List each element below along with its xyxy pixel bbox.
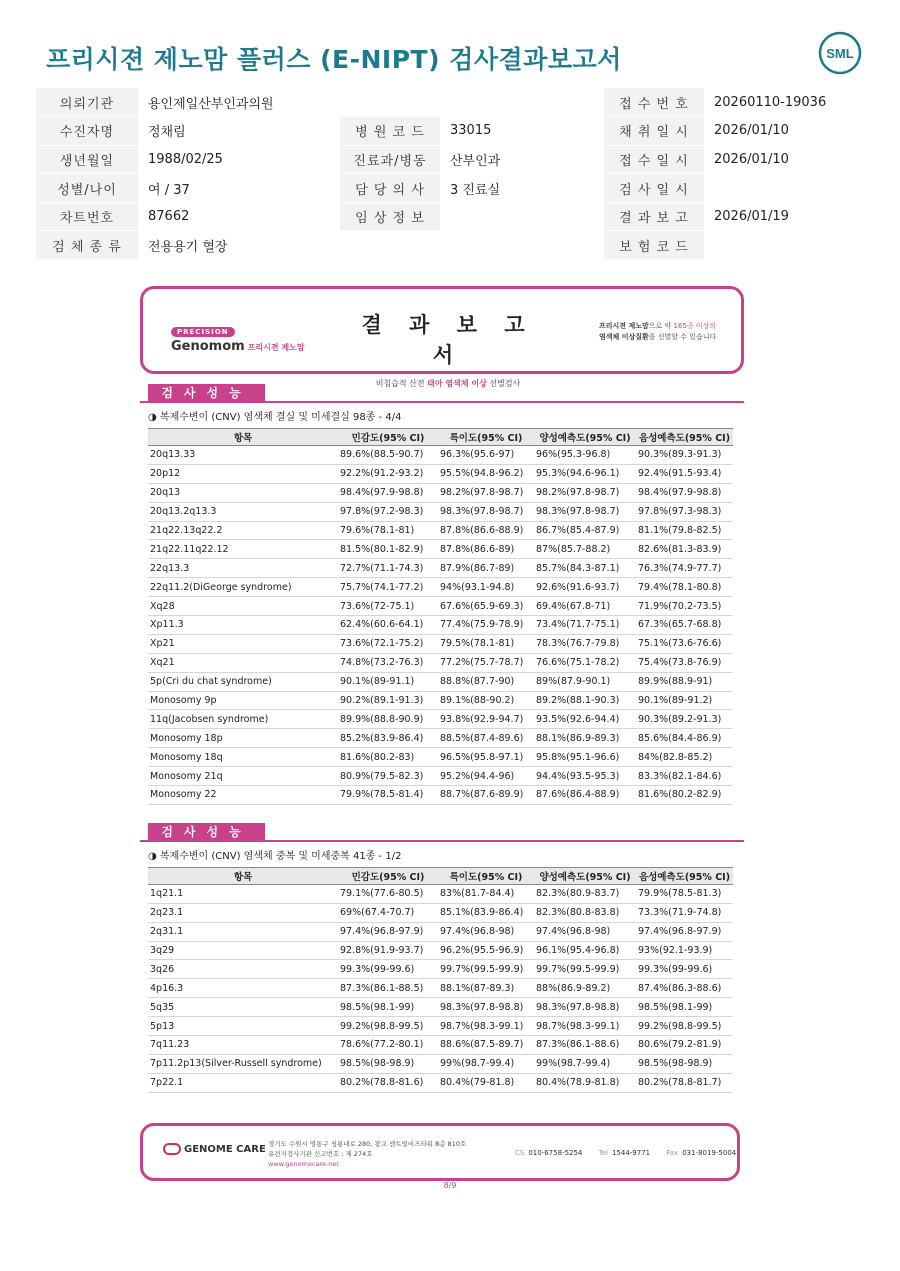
metric-value: 90.2%(89.1-91.3) — [338, 691, 438, 710]
metric-value: 95.2%(94.4-96) — [438, 767, 534, 786]
metric-value: 95.3%(94.6-96.1) — [534, 464, 636, 483]
column-header: 양성예측도(95% CI) — [534, 867, 636, 884]
metric-value: 88.7%(87.6-89.9) — [438, 786, 534, 805]
info-label — [340, 231, 440, 260]
metric-value: 88.1%(87-89.3) — [438, 979, 534, 998]
info-label: 수진자명 — [36, 117, 138, 146]
item-name: Monosomy 21q — [148, 767, 338, 786]
metric-value: 97.8%(97.3-98.3) — [636, 502, 733, 521]
table-row — [148, 691, 733, 710]
metric-value: 82.3%(80.8-83.8) — [534, 903, 636, 922]
metric-value: 79.9%(78.5-81.3) — [636, 884, 733, 903]
metric-value: 95.8%(95.1-96.6) — [534, 748, 636, 767]
metric-value: 98.5%(98-98.9) — [636, 1054, 733, 1073]
metric-value: 99%(98.7-99.4) — [438, 1054, 534, 1073]
metric-value: 85.2%(83.9-86.4) — [338, 729, 438, 748]
patient-info-table — [36, 88, 864, 260]
performance-table-duplication — [148, 867, 733, 1093]
footer — [140, 1123, 740, 1181]
table-row — [148, 559, 733, 578]
section-subtitle: ◑ 복제수변이 (CNV) 염색체 결실 및 미세결실 98종 - 4/4 — [148, 412, 402, 423]
info-row — [36, 202, 864, 231]
item-name: Xq21 — [148, 653, 338, 672]
genomom-brand — [171, 319, 305, 354]
info-label: 담 당 의 사 — [340, 174, 440, 203]
metric-value: 78.3%(76.7-79.8) — [534, 634, 636, 653]
metric-value: 94%(93.1-94.8) — [438, 578, 534, 597]
info-value — [704, 231, 864, 260]
precision-pill: PRECISION — [171, 327, 235, 337]
metric-value: 69.4%(67.8-71) — [534, 597, 636, 616]
info-value: 전용용기 혈장 — [138, 231, 340, 260]
item-name: Xq28 — [148, 597, 338, 616]
metric-value: 73.3%(71.9-74.8) — [636, 903, 733, 922]
sml-logo-icon — [818, 31, 862, 75]
item-name: 22q13.3 — [148, 559, 338, 578]
metric-value: 69%(67.4-70.7) — [338, 903, 438, 922]
item-name: 1q21.1 — [148, 884, 338, 903]
column-header: 음성예측도(95% CI) — [636, 867, 733, 884]
info-value: 산부인과 — [440, 145, 604, 174]
metric-value: 99.3%(99-99.6) — [338, 960, 438, 979]
metric-value: 98.5%(98.1-99) — [636, 998, 733, 1017]
metric-value: 79.5%(78.1-81) — [438, 634, 534, 653]
info-label: 생년월일 — [36, 145, 138, 174]
metric-value: 98.3%(97.8-98.7) — [534, 502, 636, 521]
metric-value: 85.7%(84.3-87.1) — [534, 559, 636, 578]
item-name: 20p12 — [148, 464, 338, 483]
metric-value: 99%(98.7-99.4) — [534, 1054, 636, 1073]
table-row — [148, 597, 733, 616]
metric-value: 98.3%(97.8-98.7) — [438, 502, 534, 521]
item-name: 22q11.2(DiGeorge syndrome) — [148, 578, 338, 597]
metric-value: 86.7%(85.4-87.9) — [534, 521, 636, 540]
metric-value: 99.2%(98.8-99.5) — [338, 1017, 438, 1036]
table-row — [148, 960, 733, 979]
table-row — [148, 941, 733, 960]
metric-value: 88%(86.9-89.2) — [534, 979, 636, 998]
metric-value: 87.8%(86.6-89) — [438, 540, 534, 559]
metric-value: 98.7%(98.3-99.1) — [534, 1017, 636, 1036]
metric-value: 96.2%(95.5-96.9) — [438, 941, 534, 960]
item-name: Xp11.3 — [148, 616, 338, 635]
genome-care-logo: GENOME CARE — [163, 1143, 266, 1155]
info-row — [36, 145, 864, 174]
info-label: 접 수 일 시 — [604, 145, 704, 174]
metric-value: 98.2%(97.8-98.7) — [438, 483, 534, 502]
info-value: 2026/01/10 — [704, 145, 864, 174]
metric-value: 98.4%(97.9-98.8) — [636, 483, 733, 502]
item-name: 21q22.13q22.2 — [148, 521, 338, 540]
item-name: Monosomy 18p — [148, 729, 338, 748]
section-tab: 검사성능 — [148, 384, 265, 403]
footer-contact: CS 010-6758-5254 Tel 1544-9771 Fax 031-8019-5004 — [515, 1149, 737, 1157]
metric-value: 80.4%(79-81.8) — [438, 1073, 534, 1092]
metric-value: 97.4%(96.8-98) — [534, 922, 636, 941]
item-name: 5p(Cri du chat syndrome) — [148, 672, 338, 691]
column-header: 민감도(95% CI) — [338, 429, 438, 446]
table-row — [148, 446, 733, 465]
item-name: 2q23.1 — [148, 903, 338, 922]
table-row — [148, 483, 733, 502]
page-number: 8/9 — [443, 1181, 457, 1190]
metric-value: 67.3%(65.7-68.8) — [636, 616, 733, 635]
metric-value: 80.2%(78.8-81.6) — [338, 1073, 438, 1092]
metric-value: 71.9%(70.2-73.5) — [636, 597, 733, 616]
metric-value: 67.6%(65.9-69.3) — [438, 597, 534, 616]
metric-value: 99.3%(99-99.6) — [636, 960, 733, 979]
column-header: 특이도(95% CI) — [438, 429, 534, 446]
metric-value: 99.7%(99.5-99.9) — [534, 960, 636, 979]
metric-value: 90.3%(89.3-91.3) — [636, 446, 733, 465]
metric-value: 99.7%(99.5-99.9) — [438, 960, 534, 979]
info-label: 의뢰기관 — [36, 88, 138, 117]
metric-value: 82.3%(80.9-83.7) — [534, 884, 636, 903]
metric-value: 87.3%(86.1-88.5) — [338, 979, 438, 998]
metric-value: 73.6%(72.1-75.2) — [338, 634, 438, 653]
table-row — [148, 634, 733, 653]
metric-value: 88.5%(87.4-89.6) — [438, 729, 534, 748]
info-value: 정채림 — [138, 117, 340, 146]
metric-value: 62.4%(60.6-64.1) — [338, 616, 438, 635]
info-label: 병 원 코 드 — [340, 117, 440, 146]
table-row — [148, 767, 733, 786]
table-row — [148, 616, 733, 635]
item-name: Monosomy 9p — [148, 691, 338, 710]
info-row — [36, 174, 864, 203]
metric-value: 80.6%(79.2-81.9) — [636, 1036, 733, 1055]
metric-value: 90.3%(89.2-91.3) — [636, 710, 733, 729]
metric-value: 89.9%(88.9-91) — [636, 672, 733, 691]
column-header: 항목 — [148, 867, 338, 884]
item-name: 5q35 — [148, 998, 338, 1017]
item-name: 21q22.11q22.12 — [148, 540, 338, 559]
metric-value: 77.2%(75.7-78.7) — [438, 653, 534, 672]
info-value — [704, 174, 864, 203]
metric-value: 93%(92.1-93.9) — [636, 941, 733, 960]
table-row — [148, 521, 733, 540]
item-name: 3q29 — [148, 941, 338, 960]
info-label: 접 수 번 호 — [604, 88, 704, 117]
metric-value: 98.4%(97.9-98.8) — [338, 483, 438, 502]
table-row — [148, 1073, 733, 1092]
metric-value: 90.1%(89-91.1) — [338, 672, 438, 691]
metric-value: 87.9%(86.7-89) — [438, 559, 534, 578]
metric-value: 73.6%(72-75.1) — [338, 597, 438, 616]
item-name: 4p16.3 — [148, 979, 338, 998]
info-value: 33015 — [440, 117, 604, 146]
info-value: 20260110-19036 — [704, 88, 864, 117]
section-tab: 검사성능 — [148, 823, 265, 842]
info-label — [340, 88, 440, 117]
info-value — [440, 231, 604, 260]
metric-value: 98.3%(97.8-98.8) — [438, 998, 534, 1017]
metric-value: 83.3%(82.1-84.6) — [636, 767, 733, 786]
column-header: 음성예측도(95% CI) — [636, 429, 733, 446]
metric-value: 87.6%(86.4-88.9) — [534, 786, 636, 805]
item-name: 2q31.1 — [148, 922, 338, 941]
info-value: 1988/02/25 — [138, 145, 340, 174]
metric-value: 89.1%(88-90.2) — [438, 691, 534, 710]
sml-logo-text: SML — [826, 46, 854, 61]
column-header: 항목 — [148, 429, 338, 446]
section-duplication — [140, 823, 744, 1093]
info-row — [36, 231, 864, 260]
metric-value: 79.9%(78.5-81.4) — [338, 786, 438, 805]
metric-value: 92.4%(91.5-93.4) — [636, 464, 733, 483]
info-value — [440, 202, 604, 231]
metric-value: 87.8%(86.6-88.9) — [438, 521, 534, 540]
metric-value: 97.4%(96.8-97.9) — [636, 922, 733, 941]
info-value: 87662 — [138, 202, 340, 231]
metric-value: 88.1%(86.9-89.3) — [534, 729, 636, 748]
table-row — [148, 1017, 733, 1036]
column-header: 양성예측도(95% CI) — [534, 429, 636, 446]
info-row — [36, 88, 864, 117]
info-label: 보 험 코 드 — [604, 231, 704, 260]
metric-value: 75.7%(74.1-77.2) — [338, 578, 438, 597]
metric-value: 84%(82.8-85.2) — [636, 748, 733, 767]
table-row — [148, 1036, 733, 1055]
metric-value: 82.6%(81.3-83.9) — [636, 540, 733, 559]
metric-value: 80.9%(79.5-82.3) — [338, 767, 438, 786]
item-name: 11q(Jacobsen syndrome) — [148, 710, 338, 729]
table-row — [148, 979, 733, 998]
page-title: 프리시젼 제노맘 플러스 (E-NIPT) 검사결과보고서 — [46, 45, 622, 74]
metric-value: 80.4%(78.9-81.8) — [534, 1073, 636, 1092]
metric-value: 96.5%(95.8-97.1) — [438, 748, 534, 767]
metric-value: 87.3%(86.1-88.6) — [534, 1036, 636, 1055]
table-row — [148, 653, 733, 672]
footer-website[interactable]: www.genomecare.net — [268, 1160, 339, 1168]
metric-value: 95.5%(94.8-96.2) — [438, 464, 534, 483]
info-value: 2026/01/19 — [704, 202, 864, 231]
metric-value: 85.1%(83.9-86.4) — [438, 903, 534, 922]
metric-value: 92.2%(91.2-93.2) — [338, 464, 438, 483]
item-name: 7p11.2p13(Silver-Russell syndrome) — [148, 1054, 338, 1073]
metric-value: 97.8%(97.2-98.3) — [338, 502, 438, 521]
metric-value: 78.6%(77.2-80.1) — [338, 1036, 438, 1055]
info-label: 성별/나이 — [36, 174, 138, 203]
metric-value: 89.2%(88.1-90.3) — [534, 691, 636, 710]
metric-value: 87%(85.7-88.2) — [534, 540, 636, 559]
metric-value: 96.3%(95.6-97) — [438, 446, 534, 465]
item-name: 7q11.23 — [148, 1036, 338, 1055]
table-row — [148, 903, 733, 922]
info-value: 2026/01/10 — [704, 117, 864, 146]
result-report — [140, 286, 744, 1093]
metric-value: 73.4%(71.7-75.1) — [534, 616, 636, 635]
metric-value: 81.5%(80.1-82.9) — [338, 540, 438, 559]
info-row — [36, 117, 864, 146]
item-name: Xp21 — [148, 634, 338, 653]
report-header — [140, 286, 744, 388]
metric-value: 79.6%(78.1-81) — [338, 521, 438, 540]
table-row — [148, 1054, 733, 1073]
item-name: 20q13 — [148, 483, 338, 502]
table-row — [148, 710, 733, 729]
info-value: 3 진료실 — [440, 174, 604, 203]
table-row — [148, 672, 733, 691]
table-row — [148, 922, 733, 941]
metric-value: 79.4%(78.1-80.8) — [636, 578, 733, 597]
metric-value: 72.7%(71.1-74.3) — [338, 559, 438, 578]
info-label: 검 사 일 시 — [604, 174, 704, 203]
performance-table-deletion — [148, 428, 733, 805]
info-label: 차트번호 — [36, 202, 138, 231]
metric-value: 81.6%(80.2-83) — [338, 748, 438, 767]
item-name: Monosomy 18q — [148, 748, 338, 767]
footer-address: 경기도 수원시 영통구 청룡대로 280, 광교 센트럴비즈타워 8층 810호 유전자검사기관 신고번호 : 제 274호 www.genomecare.net — [268, 1140, 467, 1168]
metric-value: 96%(95.3-96.8) — [534, 446, 636, 465]
table-row — [148, 729, 733, 748]
metric-value: 87.4%(86.3-88.6) — [636, 979, 733, 998]
brand-name: Genomom 프리시젼 제노맘 — [171, 339, 305, 354]
info-label: 진료과/병동 — [340, 145, 440, 174]
metric-value: 77.4%(75.9-78.9) — [438, 616, 534, 635]
section-deletion — [140, 384, 744, 805]
report-subtitle: 비침습적 산전 태아 염색체 이상 선별검사 — [375, 379, 521, 388]
metric-value: 75.4%(73.8-76.9) — [636, 653, 733, 672]
table-row — [148, 998, 733, 1017]
metric-value: 88.6%(87.5-89.7) — [438, 1036, 534, 1055]
section-subtitle: ◑ 복제수변이 (CNV) 염색체 중복 및 미세중복 41종 - 1/2 — [148, 850, 402, 862]
metric-value: 76.3%(74.9-77.7) — [636, 559, 733, 578]
metric-value: 85.6%(84.4-86.9) — [636, 729, 733, 748]
table-row — [148, 786, 733, 805]
report-tagline: 프리시젼 제노맘으로 약 165종 이상의 염색체 이상질환을 선별할 수 있습니다 — [599, 322, 717, 341]
metric-value: 96.1%(95.4-96.8) — [534, 941, 636, 960]
metric-value: 98.2%(97.8-98.7) — [534, 483, 636, 502]
metric-value: 89.9%(88.8-90.9) — [338, 710, 438, 729]
info-label: 임 상 정 보 — [340, 202, 440, 231]
metric-value: 93.8%(92.9-94.7) — [438, 710, 534, 729]
metric-value: 92.8%(91.9-93.7) — [338, 941, 438, 960]
metric-value: 75.1%(73.6-76.6) — [636, 634, 733, 653]
info-label: 채 취 일 시 — [604, 117, 704, 146]
metric-value: 90.1%(89-91.2) — [636, 691, 733, 710]
item-name: Monosomy 22 — [148, 786, 338, 805]
info-value — [440, 88, 604, 117]
metric-value: 94.4%(93.5-95.3) — [534, 767, 636, 786]
metric-value: 92.6%(91.6-93.7) — [534, 578, 636, 597]
info-label: 검 체 종 류 — [36, 231, 138, 260]
metric-value: 98.5%(98.1-99) — [338, 998, 438, 1017]
metric-value: 93.5%(92.6-94.4) — [534, 710, 636, 729]
metric-value: 98.3%(97.8-98.8) — [534, 998, 636, 1017]
report-title-block — [343, 309, 553, 389]
item-name: 20q13.2q13.3 — [148, 502, 338, 521]
metric-value: 98.5%(98-98.9) — [338, 1054, 438, 1073]
metric-value: 98.7%(98.3-99.1) — [438, 1017, 534, 1036]
metric-value: 97.4%(96.8-98) — [438, 922, 534, 941]
metric-value: 89%(87.9-90.1) — [534, 672, 636, 691]
metric-value: 99.2%(98.8-99.5) — [636, 1017, 733, 1036]
item-name: 20q13.33 — [148, 446, 338, 465]
table-row — [148, 748, 733, 767]
metric-value: 89.6%(88.5-90.7) — [338, 446, 438, 465]
metric-value: 88.8%(87.7-90) — [438, 672, 534, 691]
genome-care-icon — [163, 1143, 181, 1155]
item-name: 7p22.1 — [148, 1073, 338, 1092]
metric-value: 83%(81.7-84.4) — [438, 884, 534, 903]
item-name: 3q26 — [148, 960, 338, 979]
table-row — [148, 464, 733, 483]
item-name: 5p13 — [148, 1017, 338, 1036]
info-value: 여 / 37 — [138, 174, 340, 203]
metric-value: 81.1%(79.8-82.5) — [636, 521, 733, 540]
table-row — [148, 540, 733, 559]
metric-value: 80.2%(78.8-81.7) — [636, 1073, 733, 1092]
metric-value: 97.4%(96.8-97.9) — [338, 922, 438, 941]
table-row — [148, 502, 733, 521]
metric-value: 76.6%(75.1-78.2) — [534, 653, 636, 672]
metric-value: 79.1%(77.6-80.5) — [338, 884, 438, 903]
info-label: 결 과 보 고 — [604, 202, 704, 231]
metric-value: 74.8%(73.2-76.3) — [338, 653, 438, 672]
column-header: 특이도(95% CI) — [438, 867, 534, 884]
table-row — [148, 578, 733, 597]
metric-value: 81.6%(80.2-82.9) — [636, 786, 733, 805]
table-row — [148, 884, 733, 903]
column-header: 민감도(95% CI) — [338, 867, 438, 884]
info-value: 용인제일산부인과의원 — [138, 88, 340, 117]
report-title: 결 과 보 고 서 — [361, 313, 535, 367]
